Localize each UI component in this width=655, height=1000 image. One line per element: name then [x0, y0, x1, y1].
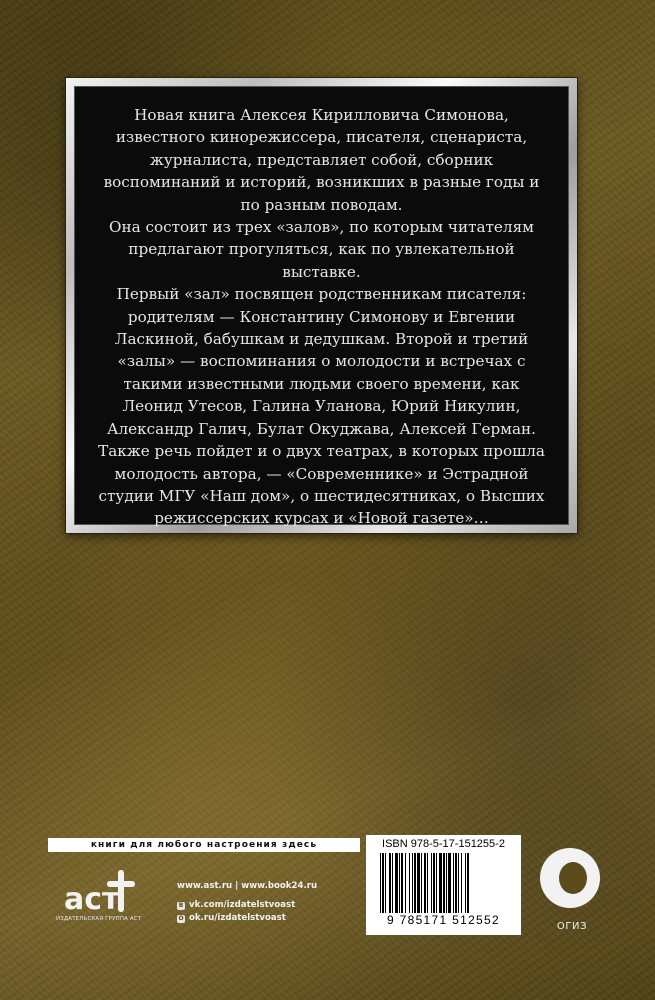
vk-link-text[interactable]: vk.com/izdatelstvoast: [189, 900, 296, 910]
ok-link[interactable]: [177, 912, 317, 925]
annotation-paragraph-3: Первый «зал» посвящен родственникам писателя: родителям — Константину Симонову и Евгении Ласкиной, бабушкам и дедушкам. Второй и третий «залы» — воспоминания о молодости и встречах с такими известными людьми своего времени, как Леонид Утесов, Галина Уланова, Юрий Никулин, Александр Галич, Булат Окуджава, Алексей Герман. Также речь пойдет и о двух театрах, в которых прошла молодость автора, — «Современнике» и Эстрадной студии МГУ «Наш дом», о шестидесятниках, о Высших режиссерских курсах и «Новой газете»…: [98, 285, 545, 528]
barcode-digits: 9 785171 512552: [387, 913, 500, 927]
ok-icon: О: [178, 914, 184, 922]
ogiz-circle-icon: [532, 838, 612, 920]
ogiz-logo: [532, 838, 612, 938]
isbn-label: ISBN 978-5-17-151255-2: [382, 838, 505, 850]
barcode-bars: [374, 853, 514, 913]
publisher-links: [177, 880, 317, 925]
ok-link-text[interactable]: ok.ru/izdatelstvoast: [189, 913, 286, 923]
ast-logo-text: аст: [64, 882, 120, 917]
annotation-panel: [74, 86, 569, 528]
back-cover-footer: [0, 820, 655, 1000]
annotation-paragraph-1: Новая книга Алексея Кирилловича Симонова, известного кинорежиссера, писателя, сценариста, журналиста, представляет собой, сборник воспоминаний и историй, возникших в разные годы и по разным поводам.: [103, 106, 540, 214]
publisher-caption: ИЗДАТЕЛЬСКАЯ ГРУППА АСТ: [56, 916, 142, 922]
website-links[interactable]: [177, 880, 317, 893]
annotation-paragraph-2: Она состоит из трех «залов», по которым читателям предлагают прогуляться, как по увлекательной выставке.: [109, 218, 534, 281]
annotation-frame: [66, 78, 577, 533]
ast-logo-icon: [60, 865, 160, 920]
ogiz-label: ОГИЗ: [556, 921, 588, 932]
barcode-box: [366, 835, 521, 935]
vk-link[interactable]: [177, 899, 317, 912]
website-links-text[interactable]: www.ast.ru | www.book24.ru: [177, 881, 318, 891]
vk-icon: В: [178, 901, 184, 909]
tagline-strip: книги для любого настроения здесь: [48, 838, 360, 852]
